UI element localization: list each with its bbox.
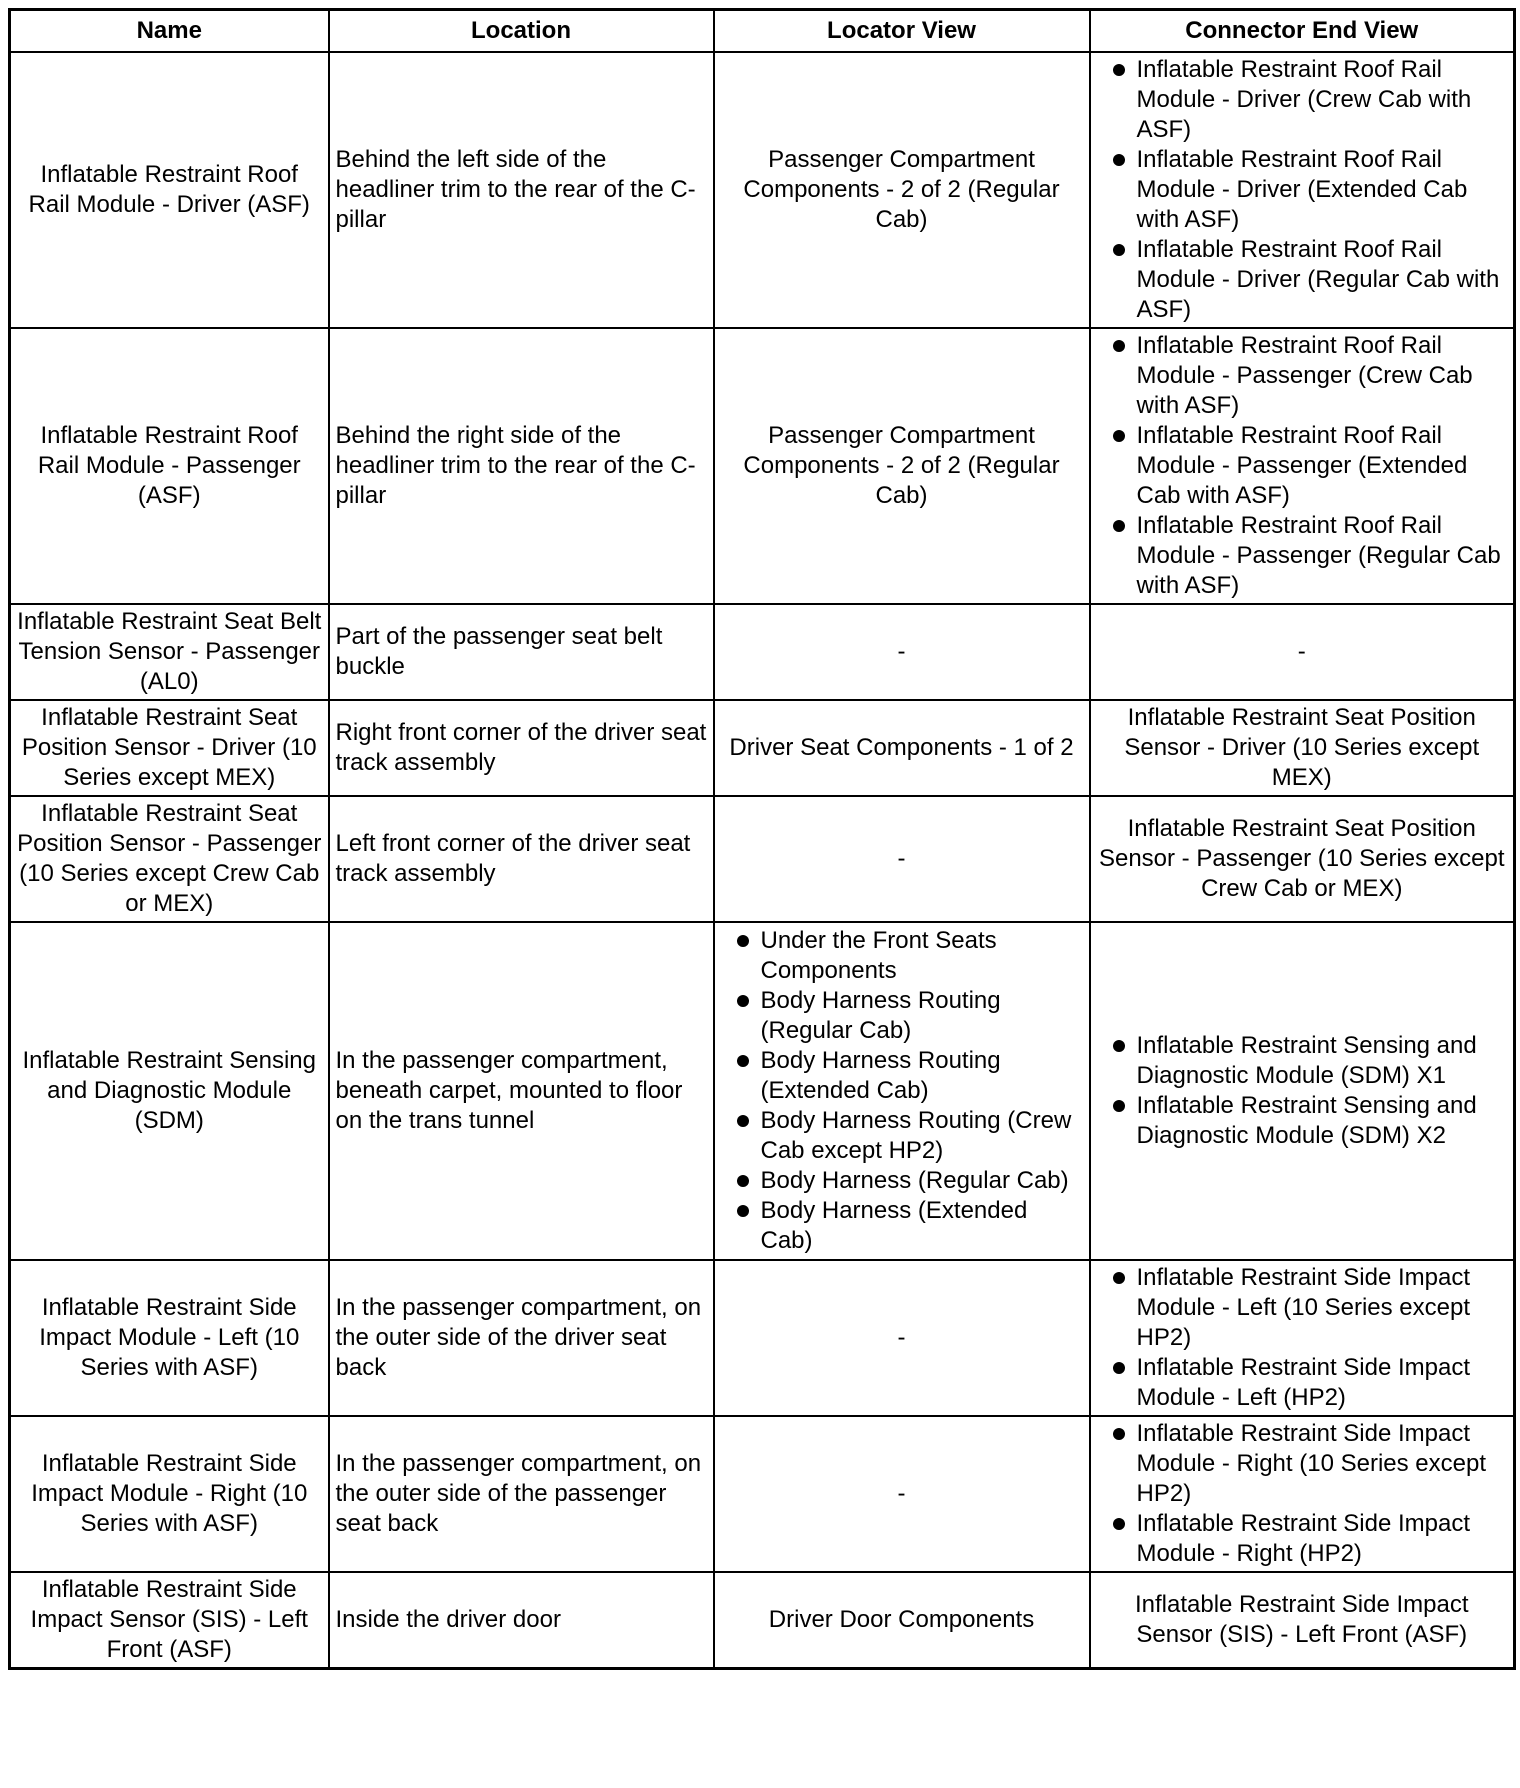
list-item: Under the Front Seats Components bbox=[721, 926, 1083, 986]
cell-locator-view: Driver Door Components bbox=[714, 1572, 1090, 1669]
cell-location: Right front corner of the driver seat track assembly bbox=[329, 700, 714, 796]
header-name: Name bbox=[10, 10, 329, 53]
list-item: Inflatable Restraint Side Impact Module - Left (HP2) bbox=[1097, 1353, 1508, 1413]
cell-connector-end-view bbox=[1090, 52, 1515, 328]
cell-name: Inflatable Restraint Side Impact Sensor (SIS) - Left Front (ASF) bbox=[10, 1572, 329, 1669]
list-item: Body Harness Routing (Regular Cab) bbox=[721, 986, 1083, 1046]
cell-connector-end-view bbox=[1090, 1416, 1515, 1572]
cell-name: Inflatable Restraint Sensing and Diagnostic Module (SDM) bbox=[10, 922, 329, 1260]
list-item: Inflatable Restraint Side Impact Module - Left (10 Series except HP2) bbox=[1097, 1263, 1508, 1353]
cell-location: Inside the driver door bbox=[329, 1572, 714, 1669]
table-row bbox=[10, 1260, 1515, 1416]
cell-location: Left front corner of the driver seat track assembly bbox=[329, 796, 714, 922]
cell-connector-end-view: Inflatable Restraint Side Impact Sensor (SIS) - Left Front (ASF) bbox=[1090, 1572, 1515, 1669]
table-row bbox=[10, 1416, 1515, 1572]
cell-connector-end-view-list bbox=[1097, 1031, 1508, 1151]
cell-connector-end-view-list bbox=[1097, 331, 1508, 601]
cell-name: Inflatable Restraint Side Impact Module - Left (10 Series with ASF) bbox=[10, 1260, 329, 1416]
cell-connector-end-view-list bbox=[1097, 1263, 1508, 1413]
cell-connector-end-view: Inflatable Restraint Seat Position Sensor - Driver (10 Series except MEX) bbox=[1090, 700, 1515, 796]
list-item: Inflatable Restraint Roof Rail Module - Driver (Regular Cab with ASF) bbox=[1097, 235, 1508, 325]
cell-locator-view: - bbox=[714, 1260, 1090, 1416]
table-row bbox=[10, 796, 1515, 922]
list-item: Inflatable Restraint Side Impact Module - Right (HP2) bbox=[1097, 1509, 1508, 1569]
cell-location: In the passenger compartment, on the outer side of the driver seat back bbox=[329, 1260, 714, 1416]
list-item: Inflatable Restraint Sensing and Diagnostic Module (SDM) X1 bbox=[1097, 1031, 1508, 1091]
list-item: Inflatable Restraint Roof Rail Module - Passenger (Regular Cab with ASF) bbox=[1097, 511, 1508, 601]
table-row bbox=[10, 1572, 1515, 1669]
component-locator-table bbox=[8, 8, 1516, 1670]
list-item: Inflatable Restraint Roof Rail Module - Driver (Extended Cab with ASF) bbox=[1097, 145, 1508, 235]
cell-locator-view: - bbox=[714, 796, 1090, 922]
cell-name: Inflatable Restraint Seat Position Sensor - Passenger (10 Series except Crew Cab or MEX) bbox=[10, 796, 329, 922]
list-item: Body Harness (Regular Cab) bbox=[721, 1166, 1083, 1196]
header-location: Location bbox=[329, 10, 714, 53]
cell-connector-end-view-list bbox=[1097, 55, 1508, 325]
cell-locator-view: - bbox=[714, 604, 1090, 700]
list-item: Body Harness (Extended Cab) bbox=[721, 1196, 1083, 1256]
list-item: Body Harness Routing (Crew Cab except HP2) bbox=[721, 1106, 1083, 1166]
header-connector-end-view: Connector End View bbox=[1090, 10, 1515, 53]
cell-locator-view: Passenger Compartment Components - 2 of 2 (Regular Cab) bbox=[714, 328, 1090, 604]
cell-connector-end-view: - bbox=[1090, 604, 1515, 700]
cell-location: Behind the right side of the headliner trim to the rear of the C-pillar bbox=[329, 328, 714, 604]
table-row bbox=[10, 52, 1515, 328]
cell-location: In the passenger compartment, on the outer side of the passenger seat back bbox=[329, 1416, 714, 1572]
list-item: Inflatable Restraint Roof Rail Module - Driver (Crew Cab with ASF) bbox=[1097, 55, 1508, 145]
cell-name: Inflatable Restraint Side Impact Module - Right (10 Series with ASF) bbox=[10, 1416, 329, 1572]
cell-location: Part of the passenger seat belt buckle bbox=[329, 604, 714, 700]
list-item: Inflatable Restraint Side Impact Module - Right (10 Series except HP2) bbox=[1097, 1419, 1508, 1509]
cell-locator-view-list bbox=[721, 926, 1083, 1256]
cell-connector-end-view-list bbox=[1097, 1419, 1508, 1569]
cell-location: In the passenger compartment, beneath carpet, mounted to floor on the trans tunnel bbox=[329, 922, 714, 1260]
table-row bbox=[10, 922, 1515, 1260]
cell-name: Inflatable Restraint Roof Rail Module - Passenger (ASF) bbox=[10, 328, 329, 604]
table-row bbox=[10, 328, 1515, 604]
table-row bbox=[10, 604, 1515, 700]
cell-location: Behind the left side of the headliner trim to the rear of the C-pillar bbox=[329, 52, 714, 328]
cell-connector-end-view bbox=[1090, 1260, 1515, 1416]
header-row bbox=[10, 10, 1515, 53]
cell-name: Inflatable Restraint Seat Belt Tension Sensor - Passenger (AL0) bbox=[10, 604, 329, 700]
cell-locator-view bbox=[714, 922, 1090, 1260]
cell-locator-view: Passenger Compartment Components - 2 of 2 (Regular Cab) bbox=[714, 52, 1090, 328]
list-item: Body Harness Routing (Extended Cab) bbox=[721, 1046, 1083, 1106]
cell-name: Inflatable Restraint Roof Rail Module - Driver (ASF) bbox=[10, 52, 329, 328]
cell-name: Inflatable Restraint Seat Position Sensor - Driver (10 Series except MEX) bbox=[10, 700, 329, 796]
header-locator-view: Locator View bbox=[714, 10, 1090, 53]
table-row bbox=[10, 700, 1515, 796]
list-item: Inflatable Restraint Roof Rail Module - Passenger (Crew Cab with ASF) bbox=[1097, 331, 1508, 421]
cell-locator-view: Driver Seat Components - 1 of 2 bbox=[714, 700, 1090, 796]
cell-connector-end-view: Inflatable Restraint Seat Position Sensor - Passenger (10 Series except Crew Cab or MEX) bbox=[1090, 796, 1515, 922]
cell-locator-view: - bbox=[714, 1416, 1090, 1572]
cell-connector-end-view bbox=[1090, 922, 1515, 1260]
table-container bbox=[8, 8, 1516, 1670]
list-item: Inflatable Restraint Roof Rail Module - Passenger (Extended Cab with ASF) bbox=[1097, 421, 1508, 511]
cell-connector-end-view bbox=[1090, 328, 1515, 604]
list-item: Inflatable Restraint Sensing and Diagnostic Module (SDM) X2 bbox=[1097, 1091, 1508, 1151]
